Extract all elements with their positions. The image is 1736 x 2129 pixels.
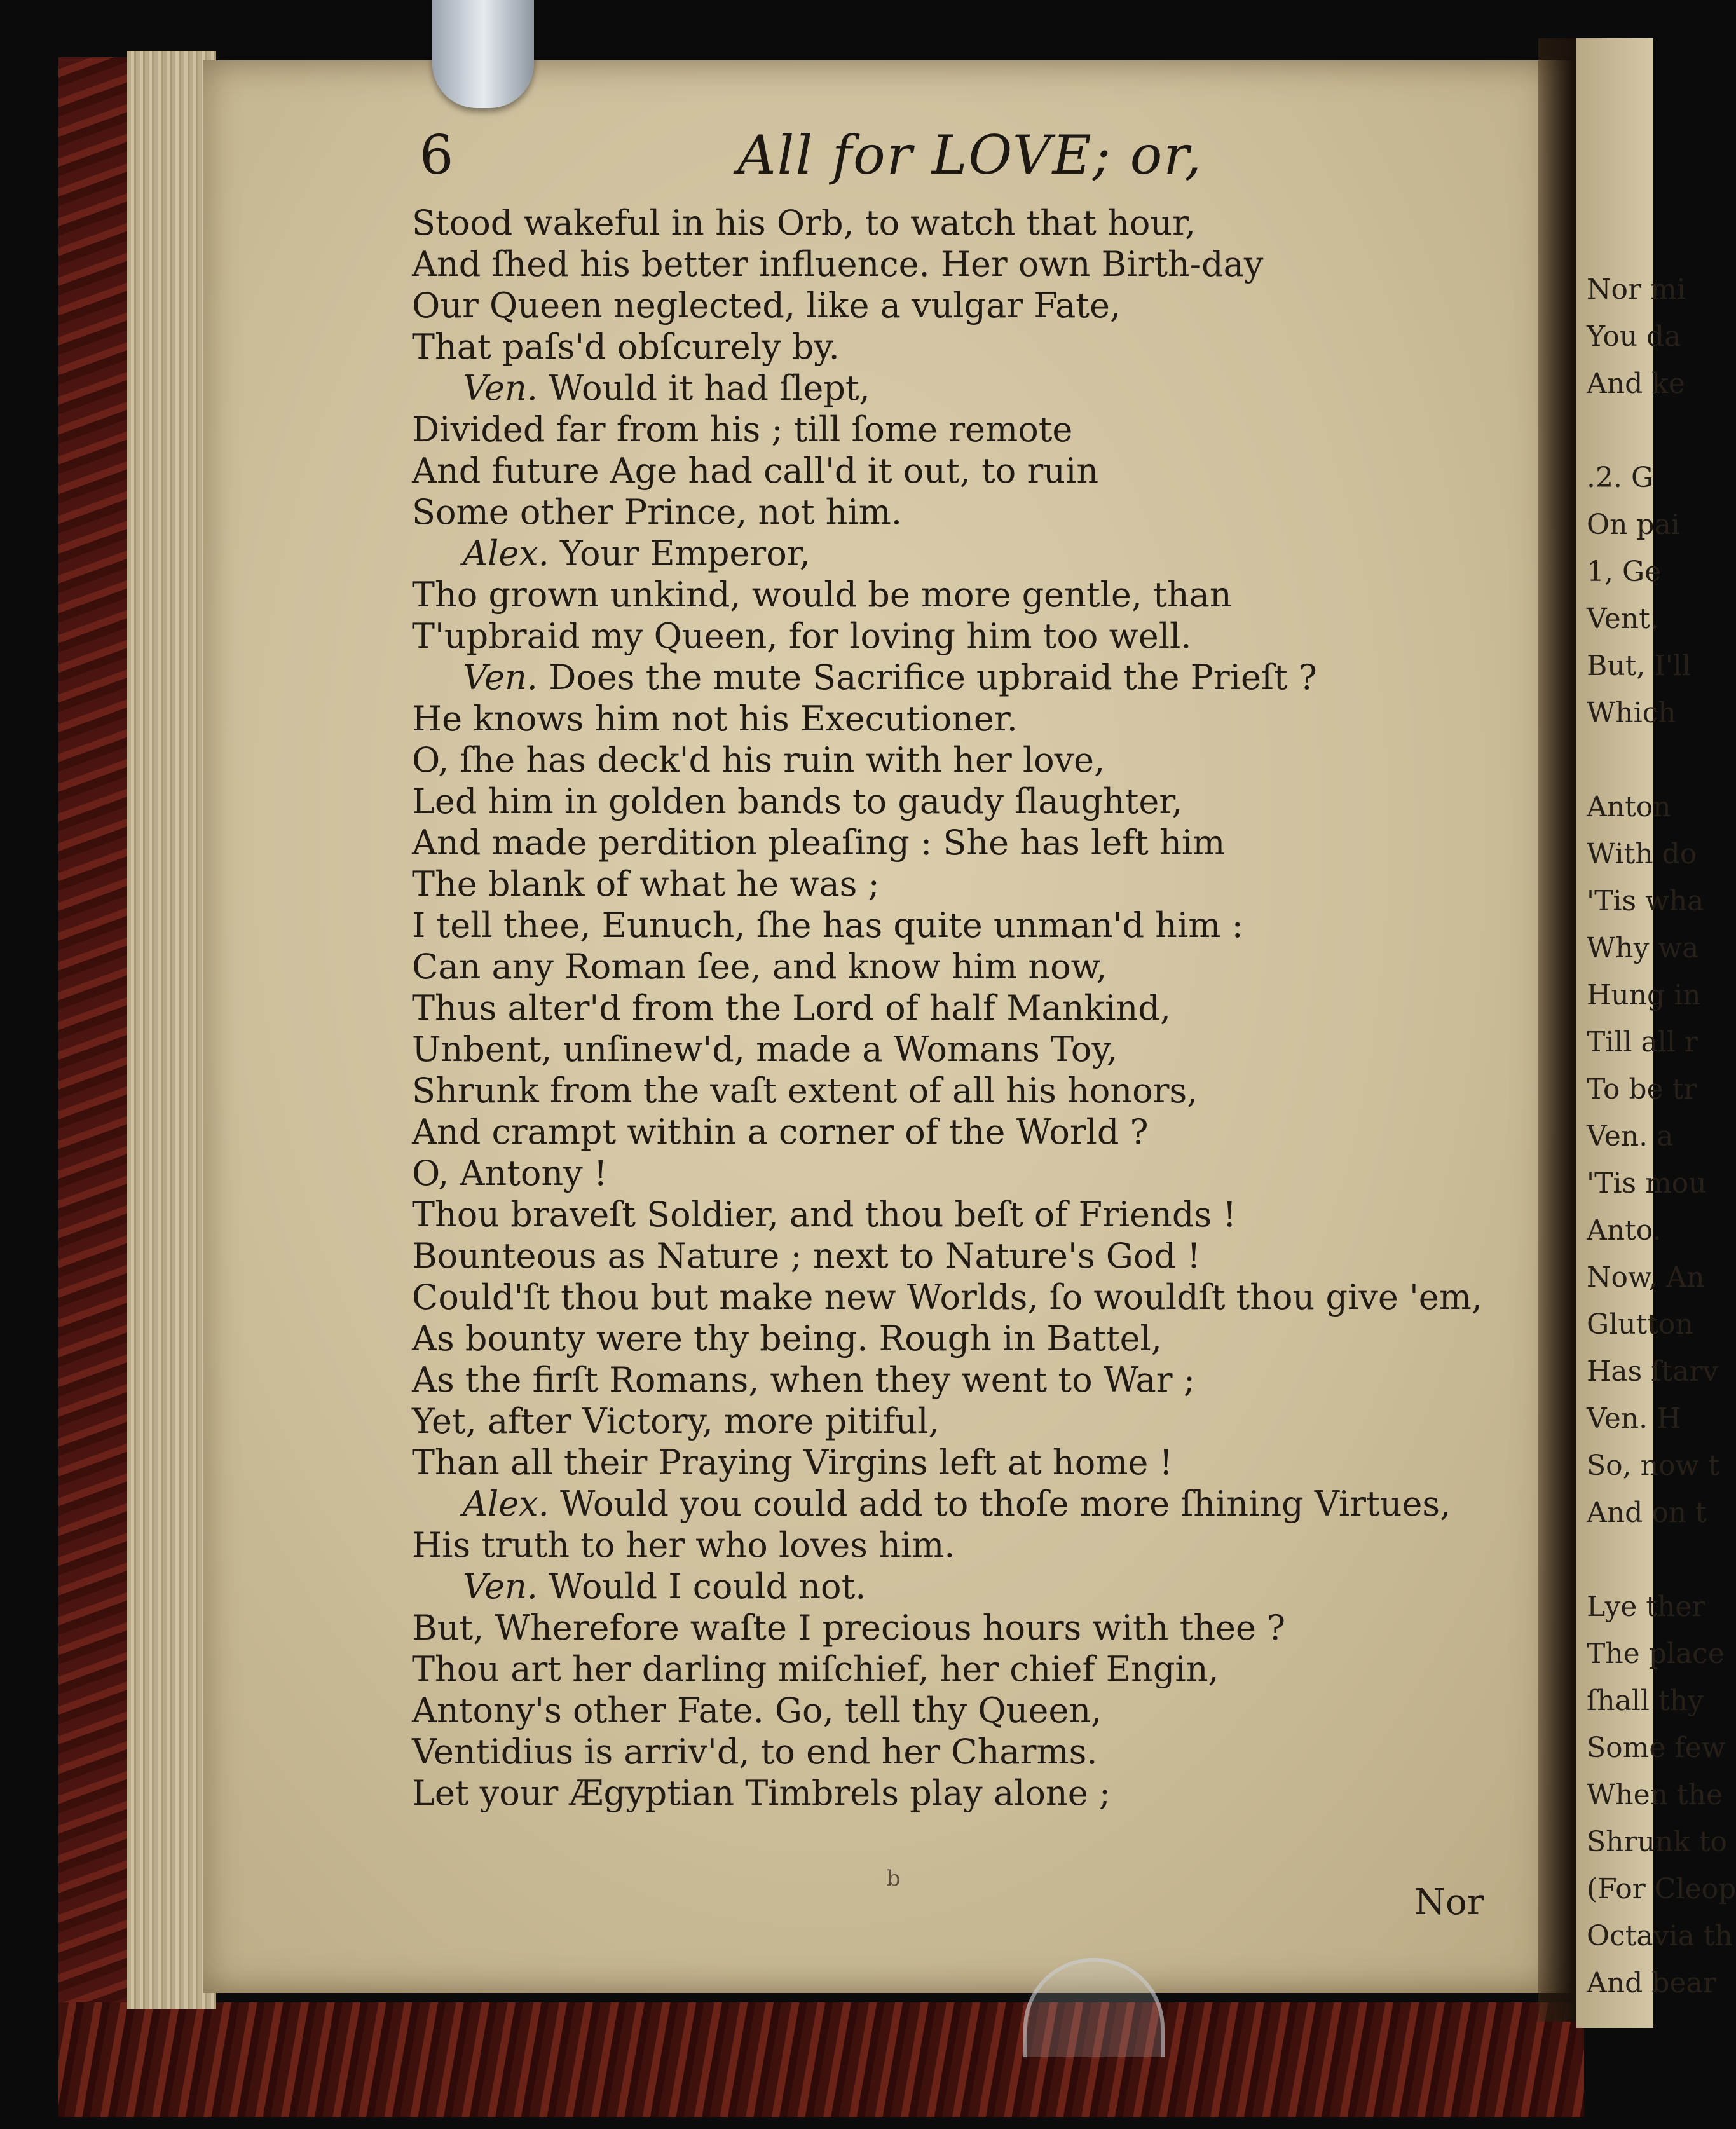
text-line xyxy=(412,1277,1505,1318)
text-line xyxy=(412,1607,1505,1648)
line-text: O, Antony ! xyxy=(412,1153,608,1193)
text-line xyxy=(412,285,1505,326)
facing-page-line: 'Tis mou xyxy=(1587,1167,1707,1200)
speaker-name: Alex. xyxy=(463,533,549,573)
line-text: Tho grown unkind, would be more gentle, than xyxy=(412,575,1232,615)
facing-page-line: With do xyxy=(1587,838,1697,870)
text-line xyxy=(412,905,1505,946)
text-line xyxy=(412,1153,1505,1194)
facing-page-line: (For Cleop xyxy=(1587,1873,1736,1905)
line-text: His truth to her who loves him. xyxy=(412,1525,955,1565)
line-text: He knows him not his Executioner. xyxy=(412,699,1018,739)
facing-page-line: Vent. xyxy=(1587,603,1659,635)
line-text: Antony's other Fate. Go, tell thy Queen, xyxy=(412,1690,1102,1730)
facing-page-line: So, now t xyxy=(1587,1449,1719,1482)
speaker-name: Ven. xyxy=(463,1566,538,1606)
line-text: That paſs'd obſcurely by. xyxy=(412,327,840,367)
line-text: Would I could not. xyxy=(537,1566,866,1606)
text-line xyxy=(412,1318,1505,1359)
line-text: Divided far from his ; till ſome remote xyxy=(412,409,1073,449)
text-line xyxy=(412,1235,1505,1277)
text-line xyxy=(412,409,1505,450)
line-text: Would you could add to thoſe more ſhining Virtues, xyxy=(549,1484,1451,1524)
line-text: Can any Roman ſee, and know him now, xyxy=(412,947,1107,987)
line-text: Ventidius is arriv'd, to end her Charms. xyxy=(412,1732,1098,1772)
line-text: Thus alter'd from the Lord of half Mankind, xyxy=(412,988,1171,1028)
line-text: As bounty were thy being. Rough in Battel, xyxy=(412,1318,1162,1359)
facing-page-line: And bear xyxy=(1587,1967,1716,1999)
text-line xyxy=(412,533,1505,574)
line-text: Stood wakeful in his Orb, to watch that hour, xyxy=(412,203,1196,243)
text-line xyxy=(412,1359,1505,1400)
text-line xyxy=(412,1400,1505,1442)
line-text: Our Queen neglected, like a vulgar Fate, xyxy=(412,285,1121,325)
line-text: Yet, after Victory, more pitiful, xyxy=(412,1401,940,1441)
line-text: And ſhed his better influence. Her own Birth-day xyxy=(412,244,1264,284)
facing-page-line: You da xyxy=(1587,320,1681,353)
facing-page-line: Hung in xyxy=(1587,979,1701,1011)
facing-page-line: 1, Ge xyxy=(1587,556,1662,588)
line-text: T'upbraid my Queen, for loving him too well. xyxy=(412,616,1192,656)
facing-page-line: The place xyxy=(1587,1638,1725,1670)
facing-page-line: Shrunk to xyxy=(1587,1826,1728,1858)
speaker-name: Ven. xyxy=(463,657,538,697)
facing-page-line: Which xyxy=(1587,697,1676,729)
play-text xyxy=(412,202,1505,1814)
line-text: Does the mute Sacrifice upbraid the Prieſt ? xyxy=(537,657,1317,697)
book-binding xyxy=(58,57,132,2028)
text-line xyxy=(412,450,1505,491)
text-line xyxy=(412,1442,1505,1483)
text-line xyxy=(412,698,1505,739)
text-line xyxy=(412,1524,1505,1566)
line-text: Shrunk from the vaſt extent of all his honors, xyxy=(412,1071,1198,1111)
facing-page-line: Till all r xyxy=(1587,1026,1698,1058)
text-line xyxy=(412,987,1505,1029)
line-text: Thou braveſt Soldier, and thou beſt of Friends ! xyxy=(412,1195,1237,1235)
running-head: All for LOVE; or, xyxy=(737,124,1203,186)
facing-page-line: 'Tis wha xyxy=(1587,885,1704,917)
facing-page-fragment xyxy=(1576,38,1736,2028)
line-text: Could'ſt thou but make new Worlds, ſo wouldſt thou give 'em, xyxy=(412,1277,1483,1317)
facing-page-line: Anton xyxy=(1587,791,1671,823)
facing-page-line: Ven. a xyxy=(1587,1120,1674,1153)
facing-page-line: On pai xyxy=(1587,509,1680,541)
line-text: But, Wherefore waſte I precious hours with thee ? xyxy=(412,1608,1286,1648)
text-line xyxy=(412,1648,1505,1690)
line-text: And made perdition pleaſing : She has left him xyxy=(412,823,1226,863)
facing-page-line: Glutton xyxy=(1587,1308,1693,1341)
text-line xyxy=(412,657,1505,698)
text-line xyxy=(412,1029,1505,1070)
facing-page-line: Lye ther xyxy=(1587,1591,1705,1623)
text-line xyxy=(412,326,1505,367)
line-text: Bounteous as Nature ; next to Nature's God ! xyxy=(412,1236,1201,1276)
text-line xyxy=(412,946,1505,987)
signature-mark: b xyxy=(887,1866,901,1891)
text-line xyxy=(412,491,1505,533)
text-line xyxy=(412,367,1505,409)
text-line xyxy=(412,822,1505,863)
text-line xyxy=(412,1731,1505,1772)
text-line xyxy=(412,1566,1505,1607)
line-text: Than all their Praying Virgins left at home ! xyxy=(412,1442,1173,1482)
text-line xyxy=(412,202,1505,243)
text-line xyxy=(412,739,1505,781)
text-line xyxy=(412,863,1505,905)
text-line xyxy=(412,615,1505,657)
line-text: O, ſhe has deck'd his ruin with her love, xyxy=(412,740,1105,780)
text-line xyxy=(412,1483,1505,1524)
facing-page-line: Nor mi xyxy=(1587,273,1686,306)
line-text: Unbent, unſinew'd, made a Womans Toy, xyxy=(412,1029,1117,1069)
facing-page-line: Now, An xyxy=(1587,1261,1705,1294)
page-number: 6 xyxy=(420,124,454,186)
facing-page-line: Why wa xyxy=(1587,932,1699,964)
speaker-name: Ven. xyxy=(463,368,538,408)
facing-page-line: Some few xyxy=(1587,1732,1726,1764)
page-header xyxy=(420,124,1437,200)
line-text: Led him in golden bands to gaudy ſlaughter, xyxy=(412,781,1183,821)
line-text: Your Emperor, xyxy=(549,533,810,573)
facing-page-line: Ven. H xyxy=(1587,1402,1681,1435)
text-line xyxy=(412,1070,1505,1111)
text-line xyxy=(412,1194,1505,1235)
text-line xyxy=(412,1690,1505,1731)
facing-page-line: Octavia th xyxy=(1587,1920,1733,1952)
facing-page-line: When the xyxy=(1587,1779,1723,1811)
line-text: Let your Ægyptian Timbrels play alone ; xyxy=(412,1773,1111,1813)
facing-page-line: Has ſtarv xyxy=(1587,1355,1719,1388)
line-text: And future Age had call'd it out, to ruin xyxy=(412,451,1099,491)
facing-page-line: ſhall thy xyxy=(1587,1685,1704,1717)
page-edges xyxy=(127,51,216,2009)
facing-page-line: To be tr xyxy=(1587,1073,1697,1106)
line-text: Would it had ſlept, xyxy=(537,368,870,408)
text-line xyxy=(412,574,1505,615)
speaker-name: Alex. xyxy=(463,1484,549,1524)
line-text: And crampt within a corner of the World ? xyxy=(412,1112,1149,1152)
facing-page-line: And ke xyxy=(1587,367,1685,400)
line-text: The blank of what he was ; xyxy=(412,864,880,904)
text-line xyxy=(412,1111,1505,1153)
facing-page-line: Anto. xyxy=(1587,1214,1662,1247)
page-clip-top xyxy=(432,0,534,108)
catchword: Nor xyxy=(1414,1882,1484,1923)
line-text: Some other Prince, not him. xyxy=(412,492,903,532)
text-line xyxy=(412,1772,1505,1814)
line-text: As the firſt Romans, when they went to War ; xyxy=(412,1360,1195,1400)
facing-page-line: And on t xyxy=(1587,1496,1707,1529)
book-cover-edge xyxy=(58,2002,1584,2117)
facing-page-line: But, I'll xyxy=(1587,650,1691,682)
line-text: I tell thee, Eunuch, ſhe has quite unman'd him : xyxy=(412,905,1243,945)
facing-page-line: .2. G xyxy=(1587,462,1654,494)
text-line xyxy=(412,243,1505,285)
text-line xyxy=(412,781,1505,822)
line-text: Thou art her darling miſchief, her chief Engin, xyxy=(412,1649,1219,1689)
